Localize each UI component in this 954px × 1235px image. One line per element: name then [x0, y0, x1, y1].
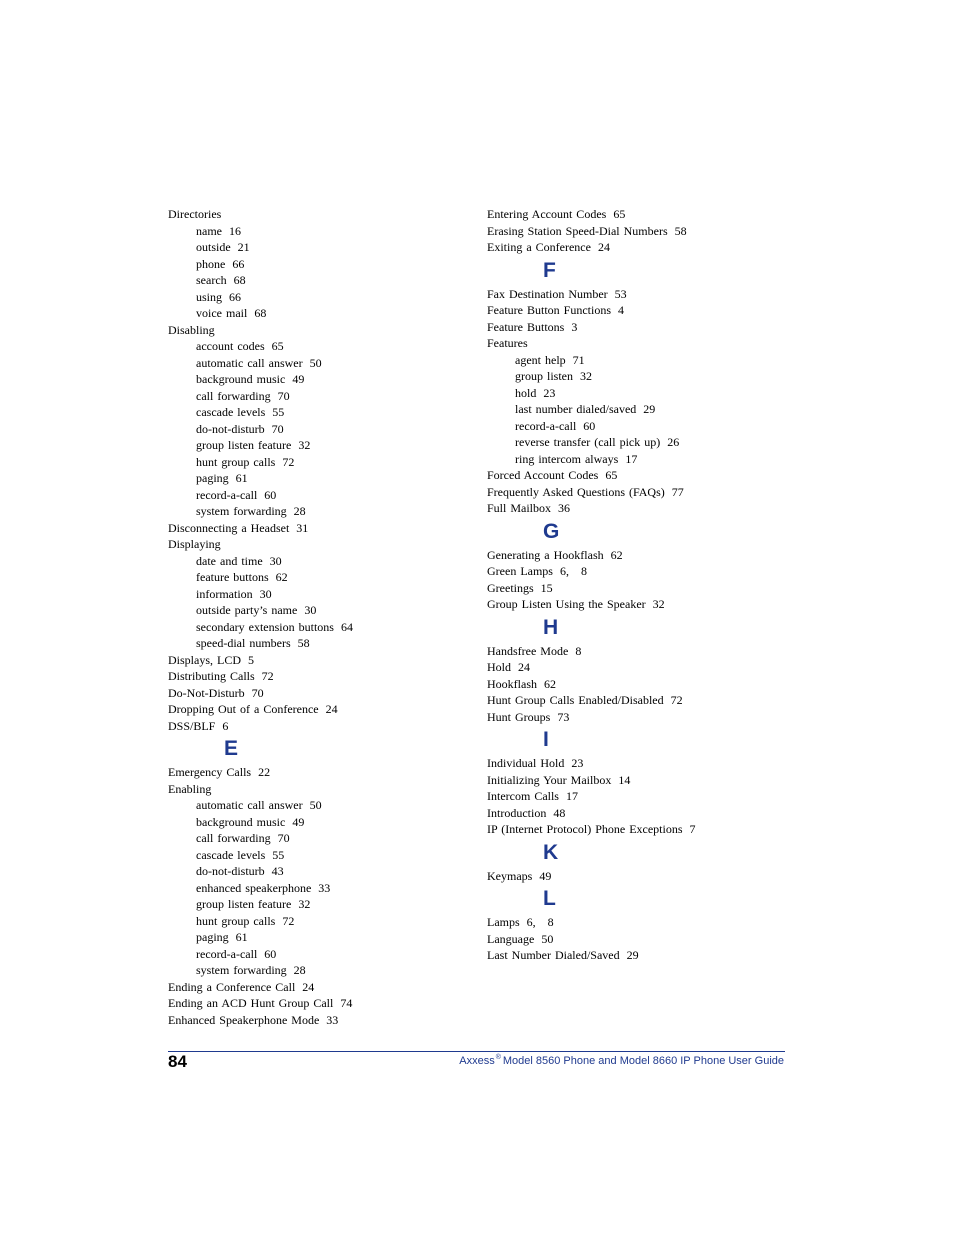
entry-term: Disabling: [168, 322, 215, 337]
section-letter: H: [543, 615, 559, 639]
entry-page-ref: 8: [575, 643, 582, 658]
section-letter: E: [224, 737, 239, 760]
entry-page-ref: 16: [229, 223, 241, 238]
entry-page-ref: 65: [613, 207, 626, 221]
entry-page-ref: 77: [671, 484, 684, 499]
entry-page-ref: 4: [618, 303, 624, 317]
index-subentry: [168, 421, 468, 438]
index-entry: [168, 764, 468, 781]
entry-page-ref: 60: [583, 418, 596, 433]
entry-term: cascade levels: [196, 405, 266, 419]
index-entry: [487, 755, 787, 772]
entry-term: Ending an ACD Hunt Group Call: [168, 996, 334, 1010]
entry-term: Intercom Calls: [487, 789, 559, 803]
page-number: 84: [168, 1052, 187, 1071]
footer-guide-title: Model 8560 Phone and Model 8660 IP Phone User Guide: [502, 1055, 784, 1067]
entry-page-ref: 70: [271, 421, 284, 436]
index-entry: [168, 995, 468, 1012]
entry-page-ref: 7: [689, 822, 696, 836]
index-entry: [487, 500, 787, 517]
entry-page-ref: 31: [296, 520, 309, 535]
index-entry: [487, 643, 787, 660]
index-entry: [487, 914, 787, 931]
entry-term: Displaying: [168, 537, 221, 551]
entry-term: date and time: [196, 553, 263, 568]
index-entry: [487, 709, 787, 726]
entry-term: feature buttons: [196, 570, 269, 584]
entry-term: Greetings: [487, 580, 534, 595]
entry-page-ref: 14: [618, 772, 631, 787]
index-entry: [487, 659, 787, 676]
entry-term: paging: [196, 471, 229, 485]
entry-term: automatic call answer: [196, 798, 303, 812]
entry-page-ref: 71: [572, 352, 585, 367]
entry-term: cascade levels: [196, 847, 266, 862]
entry-page-ref: 6, 8: [526, 915, 554, 929]
entry-term: Emergency Calls: [168, 765, 252, 779]
entry-page-ref: 5: [248, 652, 254, 667]
entry-page-ref: 33: [318, 880, 331, 895]
index-subentry: [168, 929, 468, 946]
entry-term: Enhanced Speakerphone Mode: [168, 1012, 320, 1027]
index-entry: [168, 536, 468, 553]
entry-page-ref: 30: [259, 586, 272, 601]
index-entry: [487, 286, 787, 303]
index-entry: [487, 596, 787, 613]
entry-term: Last Number Dialed/Saved: [487, 948, 620, 962]
index-subentry: [168, 503, 468, 520]
index-subentry: [168, 569, 468, 586]
entry-page-ref: 50: [309, 355, 322, 370]
index-subentry: [487, 451, 787, 468]
entry-term: account codes: [196, 339, 265, 353]
entry-page-ref: 17: [625, 451, 638, 466]
index-subentry: [168, 586, 468, 603]
entry-term: system forwarding: [196, 963, 287, 977]
entry-term: record-a-call: [515, 418, 577, 433]
entry-term: Do-Not-Disturb: [168, 685, 245, 700]
entry-term: Full Mailbox: [487, 501, 552, 515]
entry-page-ref: 68: [254, 306, 267, 320]
index-entry: [487, 805, 787, 822]
entry-term: Hunt Group Calls Enabled/Disabled: [487, 693, 664, 707]
entry-term: Initializing Your Mailbox: [487, 772, 612, 787]
entry-term: Enabling: [168, 781, 212, 796]
entry-term: do-not-disturb: [196, 864, 265, 878]
entry-term: DSS/BLF: [168, 718, 216, 733]
entry-term: secondary extension buttons: [196, 619, 334, 634]
index-column-left: [168, 206, 468, 1028]
index-entry: [487, 223, 787, 240]
entry-term: system forwarding: [196, 504, 287, 518]
entry-term: using: [196, 289, 223, 304]
index-entry: [168, 652, 468, 669]
entry-term: enhanced speakerphone: [196, 880, 312, 895]
index-subentry: [487, 385, 787, 402]
index-subentry: [168, 223, 468, 240]
index-subentry: [487, 352, 787, 369]
entry-term: Frequently Asked Questions (FAQs): [487, 484, 665, 499]
entry-page-ref: 66: [232, 256, 245, 271]
index-subentry: [168, 896, 468, 913]
entry-page-ref: 61: [235, 471, 248, 485]
entry-page-ref: 6: [222, 718, 229, 733]
entry-page-ref: 28: [293, 963, 306, 977]
entry-page-ref: 6, 8: [559, 564, 587, 578]
index-column-right: [487, 206, 787, 964]
entry-page-ref: 36: [558, 501, 571, 515]
entry-page-ref: 33: [326, 1012, 339, 1027]
entry-page-ref: 29: [643, 402, 656, 416]
section-letter: F: [543, 258, 556, 282]
entry-page-ref: 70: [277, 388, 290, 403]
index-subentry: [168, 830, 468, 847]
entry-page-ref: 62: [610, 547, 623, 562]
entry-page-ref: 49: [292, 372, 305, 386]
entry-term: Introduction: [487, 805, 547, 820]
entry-page-ref: 15: [540, 580, 553, 595]
entry-term: paging: [196, 930, 229, 944]
index-subentry: [487, 401, 787, 418]
entry-page-ref: 61: [235, 930, 248, 944]
entry-term: hold: [515, 385, 537, 400]
entry-page-ref: 72: [282, 454, 295, 469]
entry-term: Group Listen Using the Speaker: [487, 597, 646, 611]
entry-term: Distributing Calls: [168, 669, 255, 683]
entry-term: Features: [487, 336, 528, 350]
entry-page-ref: 22: [258, 765, 271, 779]
entry-page-ref: 32: [298, 897, 311, 911]
entry-term: Feature Button Functions: [487, 303, 611, 317]
entry-page-ref: 72: [670, 693, 683, 707]
entry-page-ref: 74: [340, 996, 353, 1010]
index-entry: [487, 206, 787, 223]
entry-term: hunt group calls: [196, 913, 276, 928]
index-entry: [168, 668, 468, 685]
index-entry: [168, 979, 468, 996]
index-entry: [487, 676, 787, 693]
entry-term: Dropping Out of a Conference: [168, 702, 319, 716]
entry-page-ref: 70: [277, 831, 290, 845]
entry-term: Keymaps: [487, 868, 533, 883]
index-subentry: [168, 487, 468, 504]
index-entry: [487, 580, 787, 597]
entry-page-ref: 58: [674, 223, 687, 238]
entry-term: call forwarding: [196, 831, 271, 845]
footer-brand: Axxess: [459, 1055, 495, 1067]
entry-term: hunt group calls: [196, 454, 276, 469]
entry-term: search: [196, 273, 227, 287]
entry-term: last number dialed/saved: [515, 402, 637, 416]
entry-term: Feature Buttons: [487, 319, 565, 334]
index-subentry: [487, 368, 787, 385]
index-entry: [168, 322, 468, 339]
entry-page-ref: 24: [325, 702, 338, 716]
index-entry: [487, 302, 787, 319]
index-subentry: [168, 619, 468, 636]
index-subentry: [168, 371, 468, 388]
entry-page-ref: 48: [553, 805, 566, 820]
entry-page-ref: 60: [264, 487, 277, 502]
index-entry: [487, 692, 787, 709]
registered-mark: ®: [495, 1054, 501, 1061]
entry-page-ref: 32: [580, 369, 592, 383]
entry-page-ref: 30: [304, 603, 317, 617]
entry-page-ref: 17: [565, 789, 578, 803]
entry-term: Disconnecting a Headset: [168, 520, 290, 535]
index-subentry: [168, 454, 468, 471]
entry-page-ref: 32: [298, 438, 311, 452]
section-letter: K: [543, 840, 559, 864]
index-entry: [487, 788, 787, 805]
entry-page-ref: 60: [264, 946, 277, 961]
entry-page-ref: 55: [272, 405, 285, 419]
index-entry: [487, 947, 787, 964]
entry-term: automatic call answer: [196, 355, 303, 370]
entry-page-ref: 49: [539, 868, 552, 883]
index-subentry: [168, 913, 468, 930]
entry-term: Displays, LCD: [168, 652, 241, 667]
index-subentry: [168, 602, 468, 619]
index-subentry: [168, 239, 468, 256]
index-entry: [487, 484, 787, 501]
section-letter: G: [543, 519, 560, 543]
entry-term: outside party’s name: [196, 603, 298, 617]
entry-page-ref: 72: [282, 913, 295, 928]
index-entry: [487, 772, 787, 789]
index-subentry: [168, 338, 468, 355]
index-subentry: [487, 418, 787, 435]
entry-page-ref: 28: [293, 504, 306, 518]
index-subentry: [168, 355, 468, 372]
entry-page-ref: 70: [251, 685, 264, 700]
entry-page-ref: 65: [271, 339, 284, 353]
entry-term: Erasing Station Speed-Dial Numbers: [487, 223, 668, 238]
entry-page-ref: 21: [237, 240, 250, 254]
entry-term: Language: [487, 931, 535, 946]
entry-term: ring intercom always: [515, 451, 619, 466]
index-subentry: [168, 962, 468, 979]
index-entry: [487, 335, 787, 352]
index-subentry: [168, 553, 468, 570]
entry-term: Handsfree Mode: [487, 643, 569, 658]
index-entry: [168, 1012, 468, 1029]
entry-term: group listen feature: [196, 897, 292, 911]
entry-page-ref: 73: [557, 709, 570, 724]
entry-page-ref: 29: [626, 948, 639, 962]
index-subentry: [168, 635, 468, 652]
entry-term: Directories: [168, 207, 222, 221]
entry-term: voice mail: [196, 306, 248, 320]
index-entry: [168, 520, 468, 537]
index-subentry: [168, 814, 468, 831]
index-subentry: [168, 863, 468, 880]
entry-page-ref: 72: [261, 669, 274, 683]
entry-page-ref: 68: [233, 273, 246, 287]
entry-term: Generating a Hookflash: [487, 547, 604, 562]
entry-term: Ending a Conference Call: [168, 979, 296, 994]
entry-term: name: [196, 223, 222, 238]
entry-term: reverse transfer (call pick up): [515, 435, 661, 449]
index-subentry: [168, 946, 468, 963]
index-subentry: [168, 272, 468, 289]
index-entry: [168, 781, 468, 798]
entry-term: IP (Internet Protocol) Phone Exceptions: [487, 822, 683, 836]
entry-page-ref: 32: [652, 597, 665, 611]
entry-term: outside: [196, 240, 231, 254]
index-entry: [168, 685, 468, 702]
entry-term: group listen feature: [196, 438, 292, 452]
index-entry: [487, 467, 787, 484]
entry-page-ref: 24: [518, 660, 530, 674]
entry-term: Hookflash: [487, 676, 537, 691]
index-subentry: [168, 305, 468, 322]
entry-term: phone: [196, 256, 226, 271]
entry-term: Lamps: [487, 915, 520, 929]
entry-page-ref: 65: [605, 468, 618, 482]
index-subentry: [168, 797, 468, 814]
entry-term: Forced Account Codes: [487, 468, 599, 482]
entry-page-ref: 62: [275, 570, 288, 584]
entry-page-ref: 26: [667, 435, 680, 449]
entry-term: Individual Hold: [487, 756, 565, 770]
entry-term: record-a-call: [196, 946, 258, 961]
entry-page-ref: 58: [297, 636, 310, 650]
index-entry: [487, 239, 787, 256]
entry-term: Fax Destination Number: [487, 286, 608, 301]
footer-title: [459, 1054, 784, 1067]
entry-page-ref: 3: [571, 319, 578, 334]
section-letter: I: [543, 728, 549, 751]
entry-term: speed-dial numbers: [196, 636, 291, 650]
entry-term: agent help: [515, 352, 566, 367]
index-subentry: [168, 289, 468, 306]
entry-term: do-not-disturb: [196, 421, 265, 436]
index-entry: [487, 547, 787, 564]
entry-term: call forwarding: [196, 388, 271, 403]
index-entry: [168, 701, 468, 718]
index-subentry: [168, 437, 468, 454]
index-subentry: [168, 880, 468, 897]
entry-term: Entering Account Codes: [487, 207, 607, 221]
index-subentry: [168, 256, 468, 273]
entry-page-ref: 49: [292, 814, 305, 829]
index-entry: [487, 821, 787, 838]
entry-page-ref: 24: [597, 240, 610, 254]
entry-term: Hold: [487, 660, 511, 674]
entry-page-ref: 53: [614, 286, 627, 301]
footer-rule: [168, 1051, 785, 1052]
entry-term: Exiting a Conference: [487, 240, 591, 254]
index-entry: [487, 563, 787, 580]
entry-page-ref: 24: [302, 979, 315, 994]
entry-page-ref: 43: [271, 864, 284, 878]
entry-term: group listen: [515, 369, 573, 383]
index-subentry: [168, 404, 468, 421]
entry-page-ref: 50: [541, 931, 554, 946]
entry-page-ref: 66: [229, 289, 242, 304]
entry-page-ref: 64: [340, 619, 353, 634]
index-entry: [168, 206, 468, 223]
index-entry: [487, 868, 787, 885]
entry-term: Green Lamps: [487, 564, 553, 578]
index-subentry: [168, 470, 468, 487]
index-entry: [487, 931, 787, 948]
index-entry: [168, 718, 468, 735]
entry-term: background music: [196, 814, 286, 829]
index-subentry: [168, 388, 468, 405]
section-letter: L: [543, 887, 556, 910]
entry-term: information: [196, 586, 253, 601]
index-subentry: [168, 847, 468, 864]
index-subentry: [487, 434, 787, 451]
entry-term: background music: [196, 372, 286, 386]
entry-page-ref: 55: [272, 847, 285, 862]
entry-page-ref: 62: [544, 676, 556, 691]
entry-term: record-a-call: [196, 487, 258, 502]
index-entry: [487, 319, 787, 336]
entry-page-ref: 30: [269, 553, 282, 568]
entry-page-ref: 50: [309, 798, 322, 812]
entry-page-ref: 23: [571, 756, 584, 770]
entry-term: Hunt Groups: [487, 709, 551, 724]
entry-page-ref: 23: [543, 385, 556, 400]
